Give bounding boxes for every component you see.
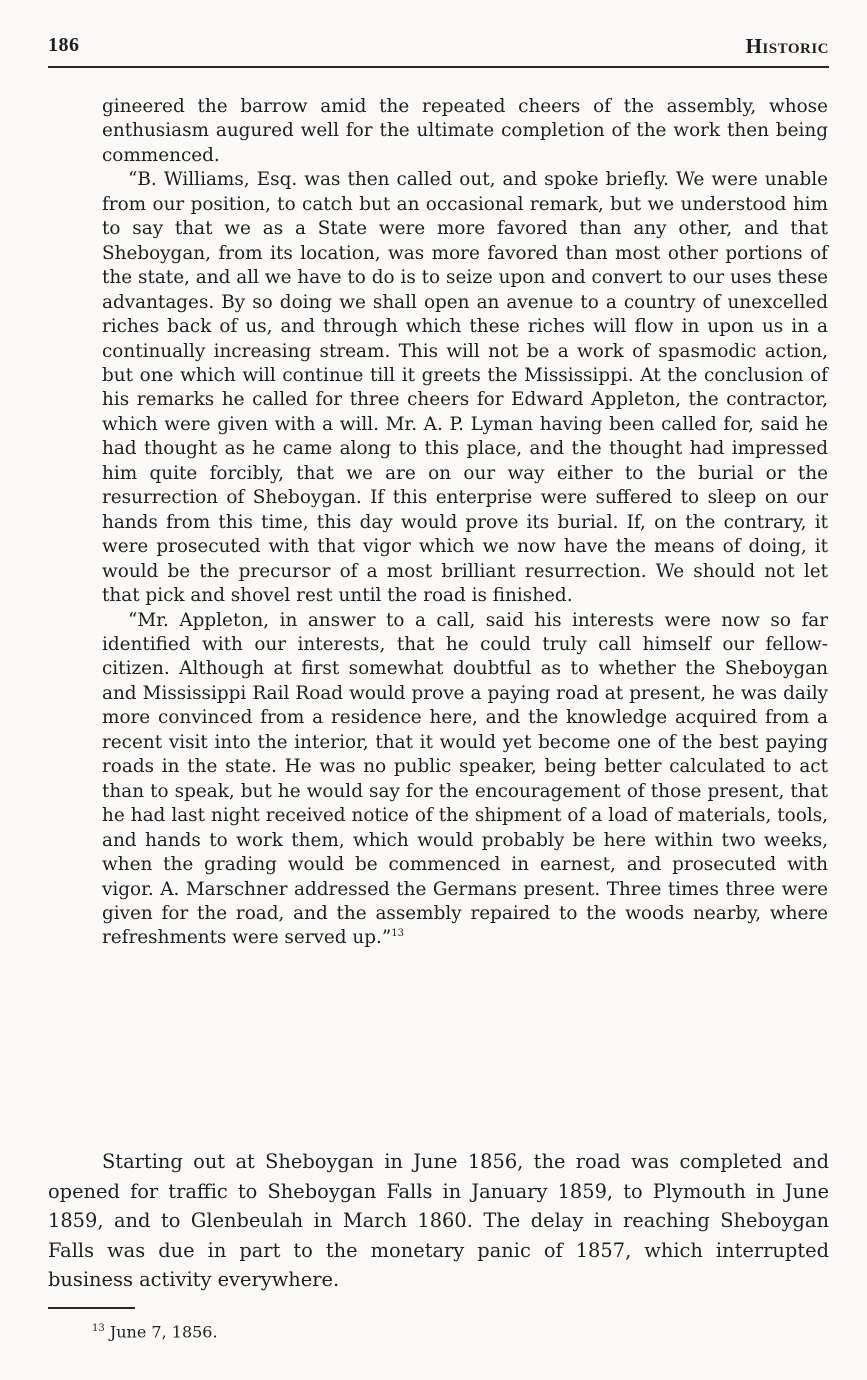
page-number: 186 <box>48 34 80 56</box>
footnote-number: 13 <box>92 1323 105 1334</box>
quote-paragraph-text: “Mr. Appleton, in answer to a call, said his interests were now so far identified with our interests, that he could truly call himself our fellow-citizen. Although at first somewhat doubtful as to whether the Sheboygan and Mississippi Rail Road would prove a paying road at present, he was daily more convinced from a residence here, and the knowledge acquired from a recent visit into the interior, that it would yet become one of the best paying roads in the state. He was no public speaker, being better calculated to act than to speak, but he would say for the encouragement of those present, that he had last night received notice of the shipment of a load of materials, tools, and hands to work them, which would probably be here within two weeks, when the grading would be commenced in earnest, and prosecuted with vigor. A. Marschner addressed the Germans present. Three times three were given for the road, and the assembly repaired to the woods nearby, where refreshments were served up.” <box>102 609 828 949</box>
header-rule <box>48 66 829 68</box>
quote-paragraph <box>102 609 828 951</box>
quote-paragraph: “B. Williams, Esq. was then called out, and spoke briefly. We were unable from our position, to catch but an occasional remark, but we understood him to say that we as a State were more favored than any other, and that Sheboygan, from its location, was more favored than most other portions of the state, and all we have to do is to seize upon and convert to our uses these advantages. By so doing we shall open an avenue to a country of unexcelled riches back of us, and through which these riches will flow in upon us in a continually increasing stream. This will not be a work of spasmodic action, but one which will continue till it greets the Mississippi. At the conclusion of his remarks he called for three cheers for Edward Appleton, the contractor, which were given with a will. Mr. A. P. Lyman having been called for, said he had thought as he came along to this place, and the thought had impressed him quite forcibly, that we are on our way either to the burial or the resurrection of Sheboygan. If this enterprise were suffered to sleep on our hands from this time, this day would prove its burial. If, on the contrary, it were prosecuted with that vigor which we now have the means of doing, it would be the precursor of a most brilliant resurrection. We should not let that pick and shovel rest until the road is finished. <box>102 169 828 607</box>
block-quote <box>102 95 828 951</box>
quote-paragraph: gineered the barrow amid the repeated cheers of the assembly, whose enthusiasm augured well for the ultimate completion of the work then being commenced. <box>102 96 828 166</box>
running-title: Historic <box>745 34 829 58</box>
body-paragraph: Starting out at Sheboygan in June 1856, the road was completed and opened for traffic to Sheboygan Falls in January 1859, to Plymouth in June 1859, and to Glenbeulah in March 1860. The delay in reaching Sheboygan Falls was due in part to the monetary panic of 1857, which interrupted business activity everywhere. <box>48 1150 829 1291</box>
footnote-rule <box>48 1307 135 1309</box>
footnote-text: June 7, 1856. <box>109 1322 218 1342</box>
footnote <box>92 1318 218 1343</box>
footnote-reference: 13 <box>391 928 405 940</box>
running-head <box>48 34 829 60</box>
